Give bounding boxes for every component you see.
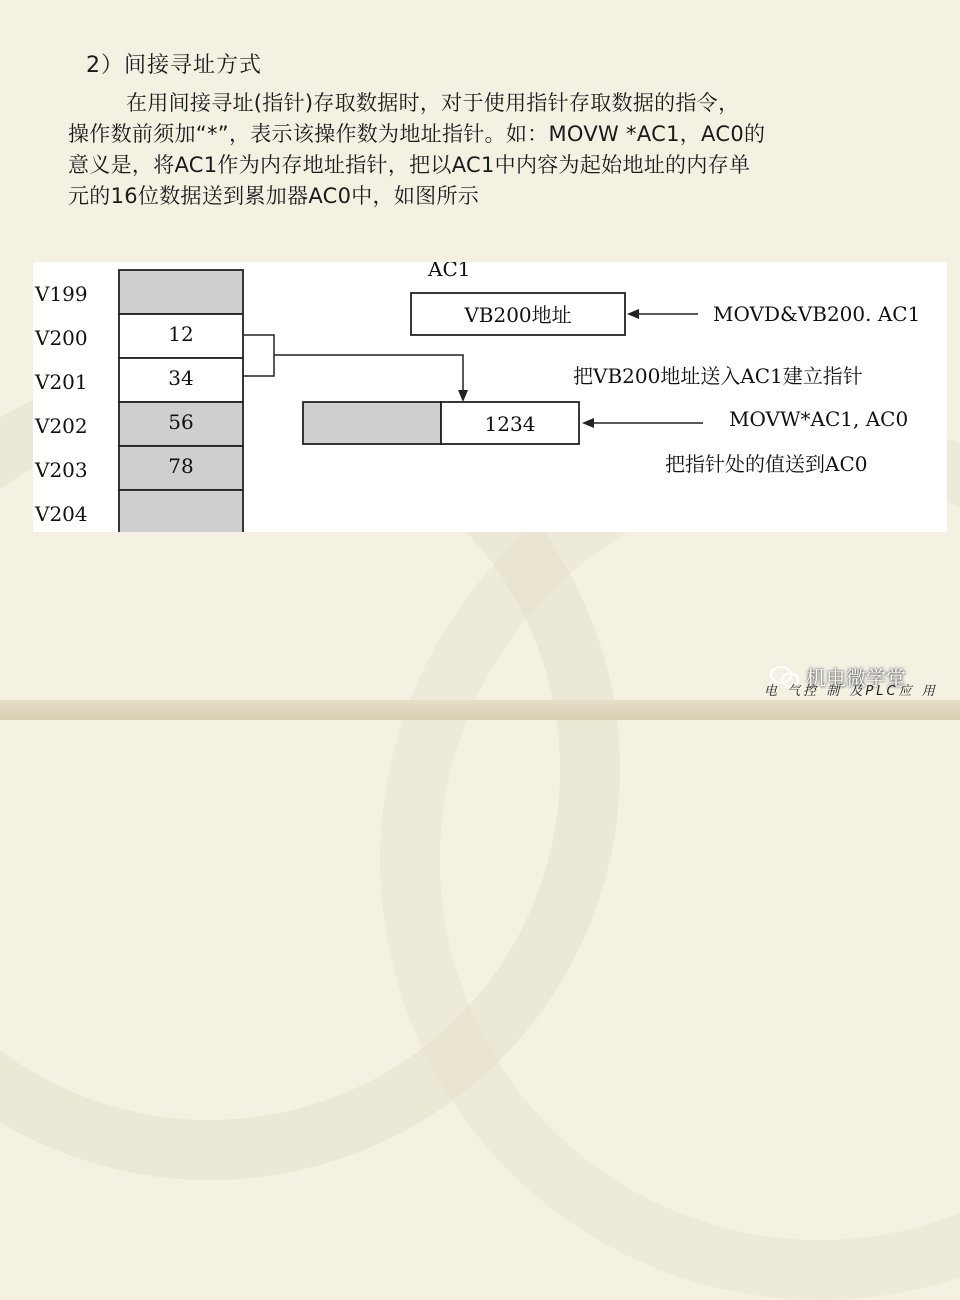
memory-address-label: V203 bbox=[35, 458, 88, 482]
paragraph-line: 操作数前须加“*”，表示该操作数为地址指针。如：MOVW *AC1，AC0的 bbox=[68, 122, 766, 146]
paragraph-line: 元的16位数据送到累加器AC0中，如图所示 bbox=[68, 184, 480, 208]
indirect-addressing-figure bbox=[33, 262, 947, 532]
memory-cell-value: 78 bbox=[168, 454, 194, 478]
instruction-movw: MOVW*AC1, AC0 bbox=[729, 407, 909, 431]
section-heading: 2）间接寻址方式 bbox=[86, 53, 262, 78]
pointer-arrowhead bbox=[458, 390, 468, 402]
memory-cell bbox=[119, 490, 243, 532]
memory-cell-value: 34 bbox=[168, 366, 194, 390]
note-build-pointer: 把VB200地址送入AC1建立指针 bbox=[573, 364, 863, 388]
memory-table bbox=[34, 270, 243, 532]
memory-address-label: V199 bbox=[35, 282, 88, 306]
pointer-bracket bbox=[243, 335, 274, 376]
note-load-value: 把指针处的值送到AC0 bbox=[665, 452, 868, 476]
memory-address-label: V201 bbox=[35, 370, 88, 394]
footer-text: 电 气控 制 及PLC应 用 bbox=[764, 684, 938, 699]
memory-address-label: V200 bbox=[35, 326, 88, 350]
memory-cell bbox=[119, 270, 243, 314]
memory-cell-value: 12 bbox=[168, 322, 194, 346]
arrow-head bbox=[627, 309, 639, 319]
arrow-head bbox=[582, 418, 594, 428]
instruction-movd: MOVD&VB200. AC1 bbox=[713, 302, 921, 326]
paragraph-line: 意义是，将AC1作为内存地址指针，把以AC1中内容为起始地址的内存单 bbox=[68, 153, 751, 177]
body-paragraph bbox=[68, 88, 918, 212]
pointer-line bbox=[274, 355, 463, 393]
ac0-content: 1234 bbox=[484, 412, 536, 436]
memory-address-label: V204 bbox=[35, 502, 88, 526]
memory-cell-value: 56 bbox=[168, 410, 194, 434]
bottom-band bbox=[0, 700, 960, 720]
figure-canvas bbox=[33, 262, 947, 532]
ac0-high-byte bbox=[303, 402, 441, 444]
paragraph-line: 在用间接寻址(指针)存取数据时，对于使用指针存取数据的指令， bbox=[126, 91, 740, 115]
ac1-label: AC1 bbox=[428, 262, 471, 281]
watermark-text: 机电微学堂 bbox=[806, 666, 906, 690]
ac1-content: VB200地址 bbox=[464, 303, 572, 327]
memory-address-label: V202 bbox=[35, 414, 88, 438]
